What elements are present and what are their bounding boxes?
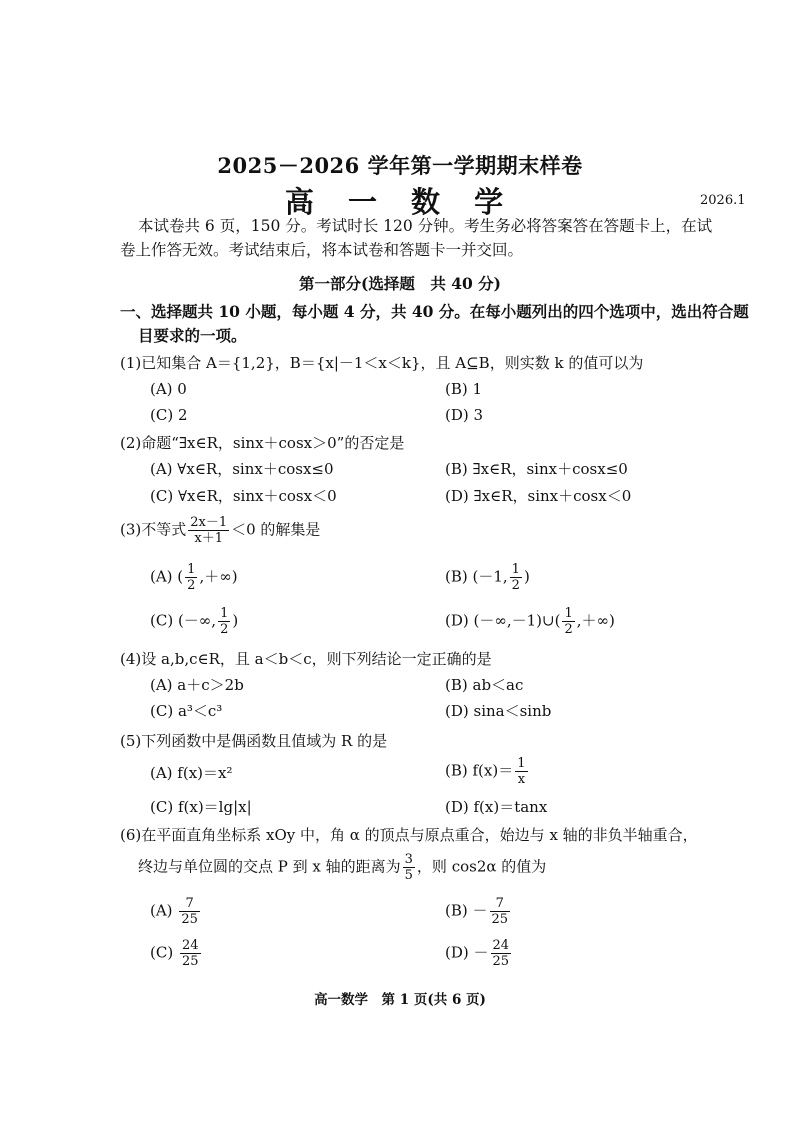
q6-stem-fraction bbox=[403, 852, 415, 883]
q3-a-den: 2 bbox=[187, 578, 196, 593]
q6-option-d bbox=[445, 938, 513, 969]
q5-b-fraction bbox=[515, 756, 527, 787]
q3-stem-suffix: ＜0 的解集是 bbox=[231, 520, 321, 539]
q3-d-prefix: (D) (－∞,－1)∪( bbox=[445, 611, 561, 630]
q3-fraction bbox=[188, 515, 229, 546]
q4-option-c: (C) a³＜c³ bbox=[150, 702, 223, 720]
q1-option-d: (D) 3 bbox=[445, 406, 484, 424]
q3-option-a bbox=[150, 562, 238, 593]
question-3-stem bbox=[120, 515, 320, 546]
q3-d-num: 1 bbox=[564, 606, 573, 621]
q6-c-fraction bbox=[180, 938, 201, 969]
q3-c-den: 2 bbox=[220, 622, 229, 637]
q6-option-a bbox=[150, 896, 202, 927]
q5-option-a: (A) f(x)＝x² bbox=[150, 764, 233, 782]
q6-a-prefix: (A) bbox=[150, 901, 178, 920]
q2-option-d: (D) ∃x∈R，sinx＋cosx＜0 bbox=[445, 487, 632, 505]
q3-b-fraction bbox=[510, 562, 522, 593]
q6-stem-prefix: 终边与单位圆的交点 P 到 x 轴的距离为 bbox=[138, 857, 401, 876]
q3-c-suffix: ) bbox=[232, 611, 239, 630]
q5-option-c: (C) f(x)＝lg|x| bbox=[150, 798, 252, 816]
q6-stem-num: 3 bbox=[404, 852, 413, 867]
q5-b-prefix: (B) f(x)＝ bbox=[445, 761, 514, 780]
exam-date: 2026.1 bbox=[700, 193, 746, 208]
q5-option-d: (D) f(x)＝tanx bbox=[445, 798, 548, 816]
question-5-stem: (5)下列函数中是偶函数且值域为 R 的是 bbox=[120, 732, 388, 750]
q6-a-den: 25 bbox=[181, 912, 198, 927]
q6-stem-suffix: ，则 cos2α 的值为 bbox=[416, 857, 547, 876]
q1-option-a: (A) 0 bbox=[150, 380, 187, 398]
q6-b-num: 7 bbox=[490, 896, 511, 912]
question-1-stem: (1)已知集合 A＝{1,2}，B＝{x|－1＜x＜k}，且 A⊆B，则实数 k 的值可以为 bbox=[120, 354, 644, 372]
instructions-line-2: 卷上作答无效。考试结束后，将本试卷和答题卡一并交回。 bbox=[120, 241, 524, 259]
q3-b-prefix: (B) (－1, bbox=[445, 567, 508, 586]
q3-a-num: 1 bbox=[187, 562, 196, 577]
q3-d-fraction bbox=[562, 606, 574, 637]
q3-option-c bbox=[150, 606, 238, 637]
q6-c-den: 25 bbox=[181, 954, 199, 969]
q6-stem-den: 5 bbox=[404, 868, 413, 883]
q3-d-den: 2 bbox=[564, 622, 573, 637]
q3-option-b bbox=[445, 562, 530, 593]
q6-option-c bbox=[150, 938, 203, 969]
q1-option-b: (B) 1 bbox=[445, 380, 483, 398]
question-4-stem: (4)设 a,b,c∈R，且 a＜b＜c，则下列结论一定正确的是 bbox=[120, 650, 492, 668]
q6-d-den: 25 bbox=[492, 954, 510, 969]
q3-b-den: 2 bbox=[511, 578, 520, 593]
q6-a-fraction bbox=[179, 896, 200, 927]
q6-c-num: 24 bbox=[181, 938, 199, 953]
q3-c-num: 1 bbox=[220, 606, 229, 621]
q3-c-prefix: (C) (－∞, bbox=[150, 611, 217, 630]
q6-d-prefix: (D) － bbox=[445, 943, 489, 962]
q2-option-c: (C) ∀x∈R，sinx＋cosx＜0 bbox=[150, 487, 337, 505]
q4-option-d: (D) sina＜sinb bbox=[445, 702, 552, 720]
part-title: 第一部分(选择题 共 40 分) bbox=[298, 274, 502, 293]
q4-option-a: (A) a＋c＞2b bbox=[150, 676, 244, 694]
q6-b-prefix: (B) － bbox=[445, 901, 488, 920]
q6-d-num: 24 bbox=[492, 938, 510, 953]
q6-c-prefix: (C) bbox=[150, 943, 178, 962]
q6-b-fraction bbox=[490, 896, 511, 927]
page-footer: 高一数学 第 1 页(共 6 页) bbox=[314, 992, 486, 1008]
q4-option-b: (B) ab＜ac bbox=[445, 676, 524, 694]
section-intro-line-1: 一、选择题共 10 小题，每小题 4 分，共 40 分。在每小题列出的四个选项中，选出符合题 bbox=[120, 302, 749, 321]
q3-b-suffix: ) bbox=[523, 567, 530, 586]
section-intro-line-2: 目要求的一项。 bbox=[138, 326, 247, 345]
q3-a-suffix: ,＋∞) bbox=[199, 567, 238, 586]
question-6-stem-line-1: (6)在平面直角坐标系 xOy 中，角 α 的顶点与原点重合，始边与 x 轴的非负半轴重合， bbox=[120, 826, 698, 844]
question-2-stem: (2)命题“∃x∈R，sinx＋cosx＞0”的否定是 bbox=[120, 434, 405, 452]
q6-option-b bbox=[445, 896, 512, 927]
question-6-stem-line-2 bbox=[138, 852, 546, 883]
q3-fraction-denominator: x＋1 bbox=[194, 531, 223, 546]
q3-fraction-numerator: 2x－1 bbox=[190, 515, 228, 530]
q6-a-num: 7 bbox=[179, 896, 200, 912]
q5-option-b bbox=[445, 756, 530, 787]
q3-option-d bbox=[445, 606, 615, 637]
exam-title: 2025－2026 学年第一学期期末样卷 bbox=[217, 153, 583, 178]
q3-stem-prefix: (3)不等式 bbox=[120, 520, 187, 539]
q1-option-c: (C) 2 bbox=[150, 406, 188, 424]
q3-d-suffix: ,＋∞) bbox=[576, 611, 615, 630]
q6-d-fraction bbox=[491, 938, 512, 969]
q3-a-prefix: (A) ( bbox=[150, 567, 184, 586]
q3-a-fraction bbox=[185, 562, 197, 593]
q2-option-a: (A) ∀x∈R，sinx＋cosx≤0 bbox=[150, 460, 334, 478]
q5-b-num: 1 bbox=[517, 756, 526, 771]
q3-c-fraction bbox=[218, 606, 230, 637]
q2-option-b: (B) ∃x∈R，sinx＋cosx≤0 bbox=[445, 460, 628, 478]
q6-b-den: 25 bbox=[491, 912, 509, 927]
instructions-line-1: 本试卷共 6 页，150 分。考试时长 120 分钟。考生务必将答案答在答题卡上，在试 bbox=[138, 217, 713, 235]
q3-b-num: 1 bbox=[511, 562, 520, 577]
q5-b-den: x bbox=[517, 772, 526, 787]
subject-title: 高 一 数 学 bbox=[284, 185, 516, 219]
